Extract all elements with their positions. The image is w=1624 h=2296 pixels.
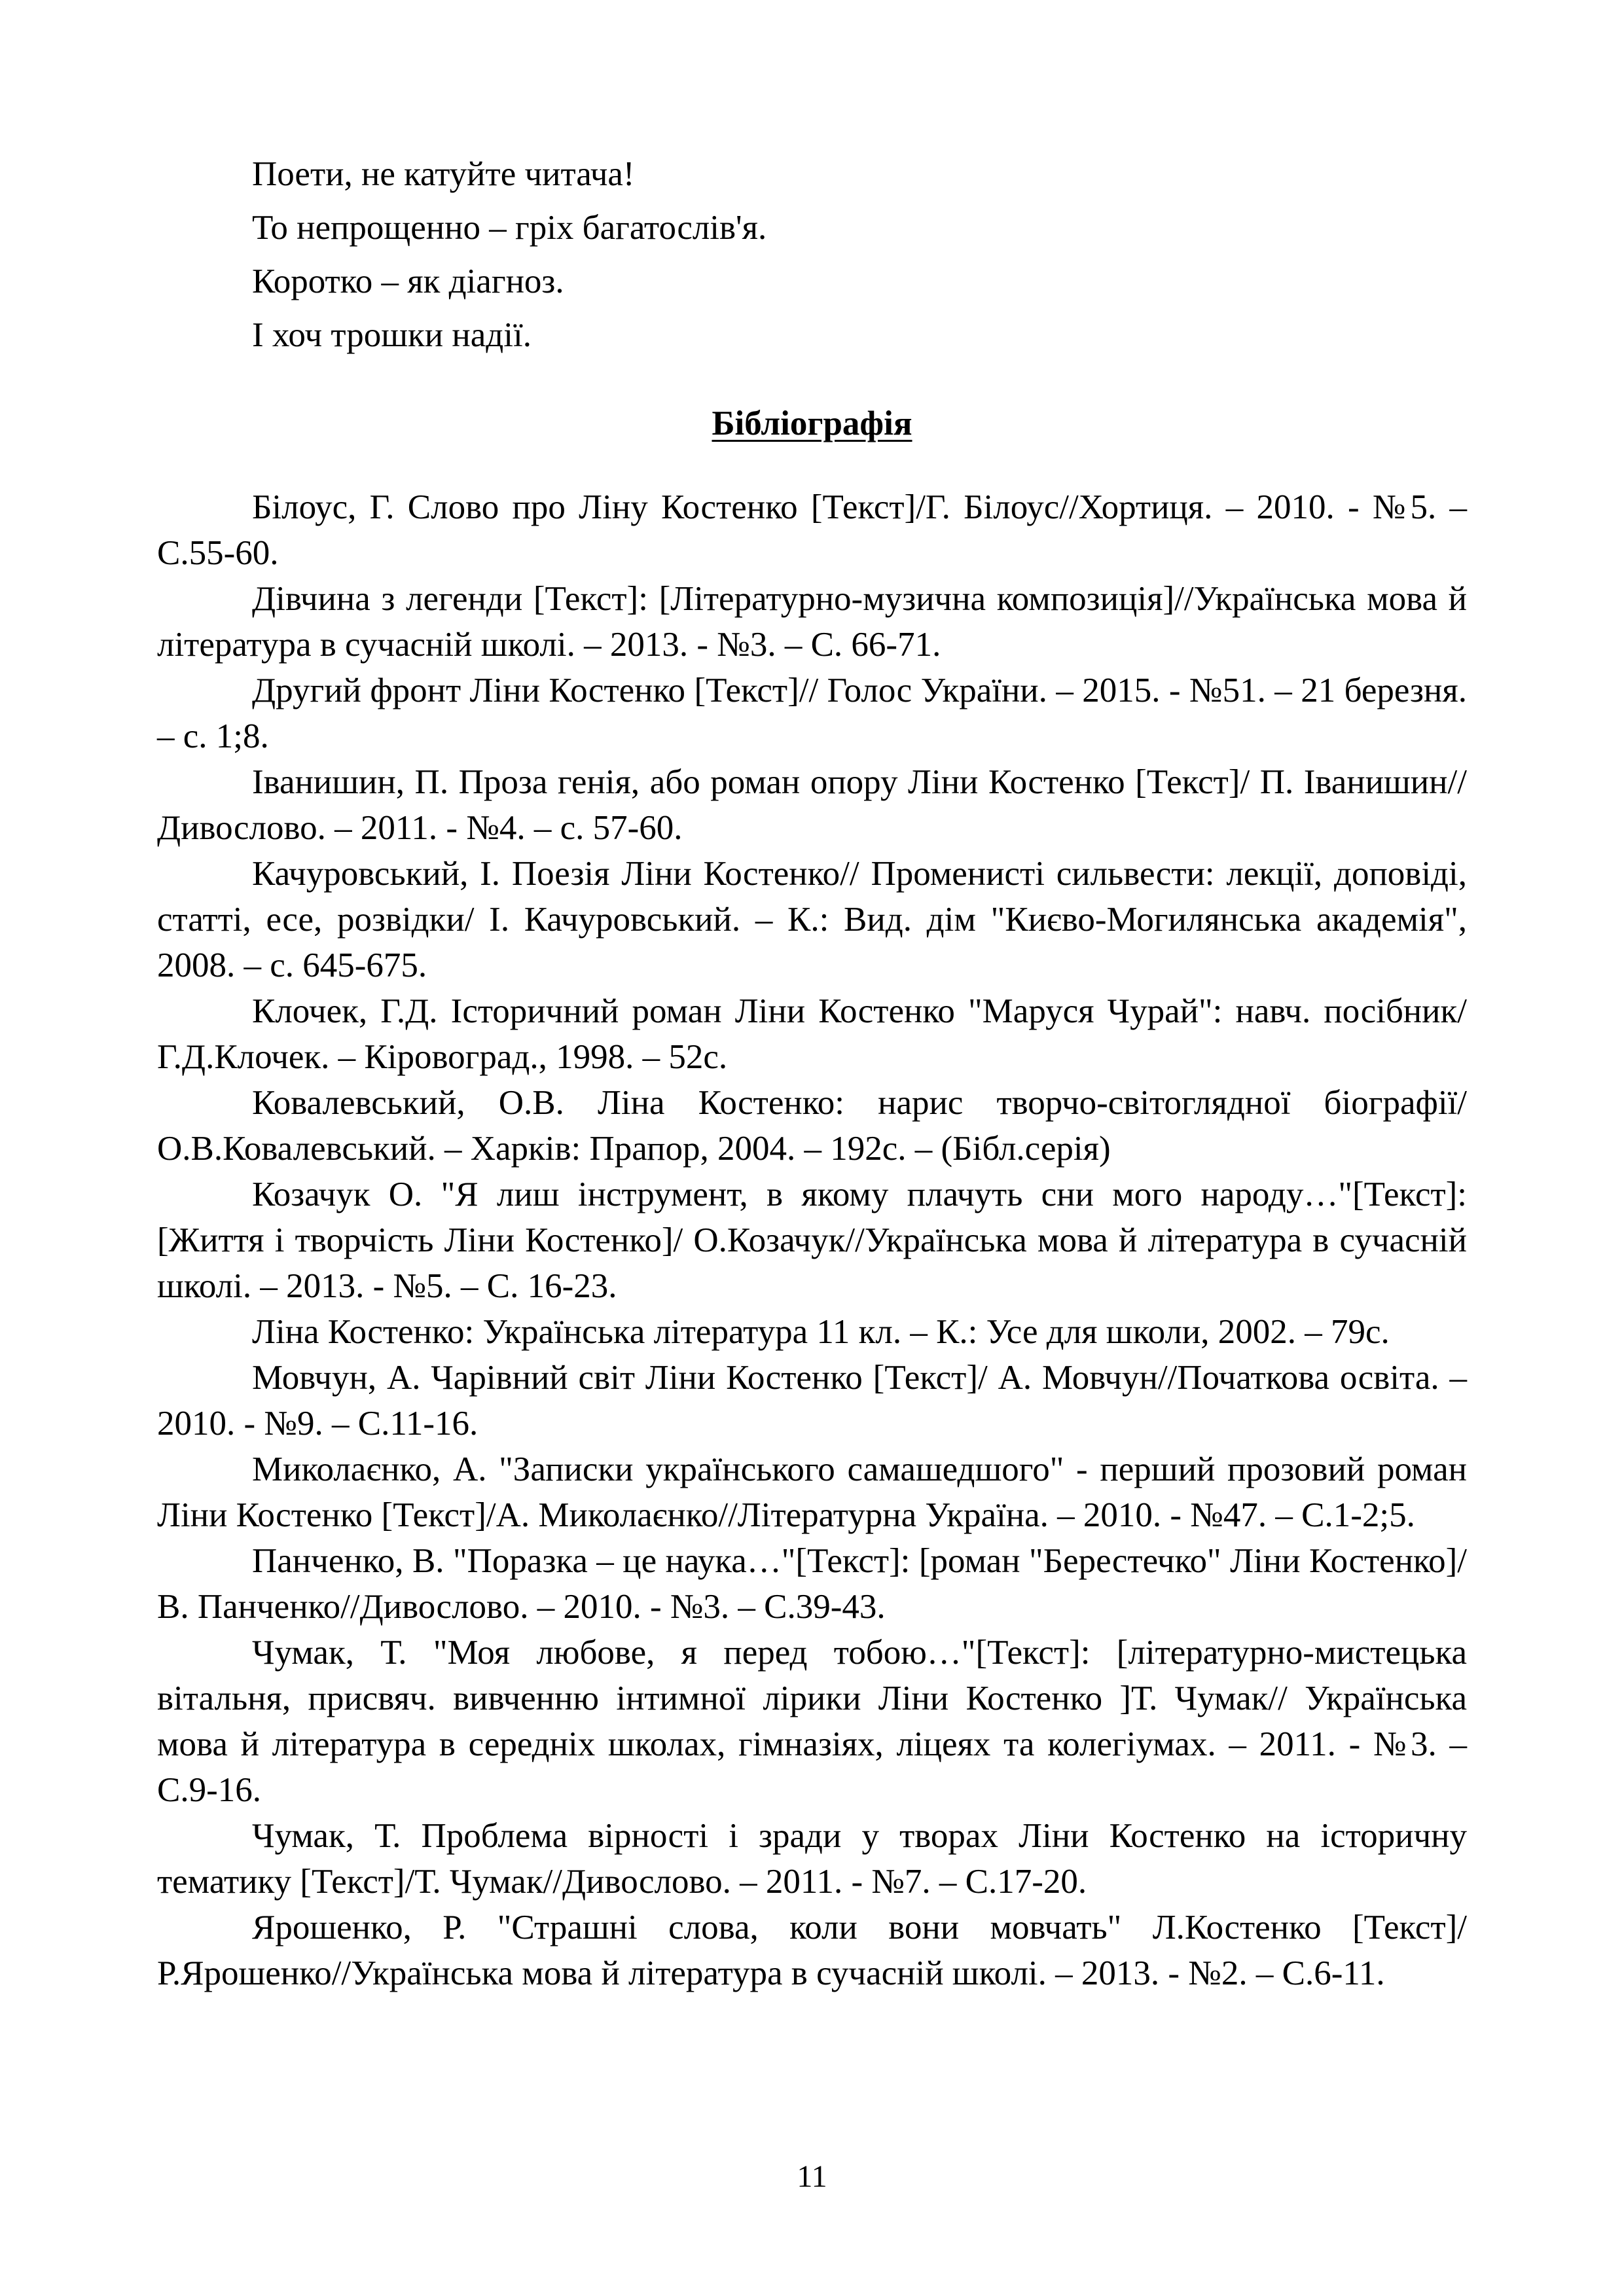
bibliography-entry: Білоус, Г. Слово про Ліну Костенко [Текст]/Г. Білоус//Хортиця. – 2010. - №5. – С.55-60.: [157, 488, 1467, 572]
verse-line: І хоч трошки надії.: [252, 316, 532, 354]
verse-line: Поети, не катуйте читача!: [252, 155, 635, 193]
page-number: 11: [797, 2159, 827, 2194]
bibliography-entry: Іванишин, П. Проза генія, або роман опору Ліни Костенко [Текст]/ П. Іванишин// Дивослово. – 2011. - №4. – с. 57-60.: [157, 763, 1467, 847]
bibliography-entry: Ярошенко, Р. "Страшні слова, коли вони мовчать" Л.Костенко [Текст]/ Р.Ярошенко//Українська мова й література в сучасній школі. – 2013. - №2. – С.6-11.: [157, 1909, 1467, 1992]
bibliography-entry: Чумак, Т. Проблема вірності і зради у творах Ліни Костенко на історичну тематику [Текст]/Т. Чумак//Дивослово. – 2011. - №7. – С.17-20.: [157, 1817, 1467, 1901]
bibliography-entry: Клочек, Г.Д. Історичний роман Ліни Костенко "Маруся Чурай": навч. посібник/Г.Д.Клочек. – Кіровоград., 1998. – 52с.: [157, 992, 1467, 1076]
bibliography-heading: Бібліографія: [712, 404, 912, 442]
verse-line: То непрощенно – гріх багатослів'я.: [252, 209, 767, 247]
bibliography-entry: Качуровський, І. Поезія Ліни Костенко// Променисті сильвести: лекції, доповіді, статті, есе, розвідки/ І. Качуровський. – К.: Вид. дім "Києво-Могилянська академія", 2008. – с. 645-675.: [157, 855, 1467, 984]
bibliography-entry: Ліна Костенко: Українська література 11 кл. – К.: Усе для школи, 2002. – 79с.: [252, 1313, 1390, 1351]
bibliography-list: [157, 484, 1467, 1996]
verse-line: Коротко – як діагноз.: [252, 262, 564, 300]
bibliography-entry: Козачук О. "Я лиш інструмент, в якому плачуть сни мого народу…"[Текст]: [Життя і творчість Ліни Костенко]/ О.Козачук//Українська мова й література в сучасній школі. – 2013. - №5. – С. 16-23.: [157, 1175, 1467, 1305]
bibliography-entry: Мовчун, А. Чарівний світ Ліни Костенко [Текст]/ А. Мовчун//Початкова освіта. – 2010. - №9. – С.11-16.: [157, 1359, 1467, 1443]
verse-block: [252, 147, 1430, 362]
bibliography-entry: Другий фронт Ліни Костенко [Текст]// Голос України. – 2015. - №51. – 21 березня. – с. 1;8.: [157, 672, 1467, 755]
bibliography-entry: Чумак, Т. "Моя любове, я перед тобою…"[Текст]: [літературно-мистецька вітальня, присвяч. вивченню інтимної лірики Ліни Костенко ]Т. Чумак// Українська мова й література в середніх школах, гімназіях, ліцеях та колегіумах. – 2011. - №3. – С.9-16.: [157, 1634, 1467, 1809]
bibliography-entry: Дівчина з легенди [Текст]: [Літературно-музична композиція]//Українська мова й література в сучасній школі. – 2013. - №3. – С. 66-71.: [157, 580, 1467, 664]
bibliography-entry: Миколаєнко, А. "Записки українського самашедшого" - перший прозовий роман Ліни Костенко [Текст]/А. Миколаєнко//Літературна Україна. – 2010. - №47. – С.1-2;5.: [157, 1450, 1467, 1534]
bibliography-entry: Панченко, В. "Поразка – це наука…"[Текст]: [роман "Берестечко" Ліни Костенко]/В. Панченко//Дивослово. – 2010. - №3. – С.39-43.: [157, 1542, 1467, 1626]
bibliography-entry: Ковалевський, О.В. Ліна Костенко: нарис творчо-світоглядної біографії/О.В.Ковалевський. – Харків: Прапор, 2004. – 192с. – (Бібл.серія): [157, 1084, 1467, 1168]
